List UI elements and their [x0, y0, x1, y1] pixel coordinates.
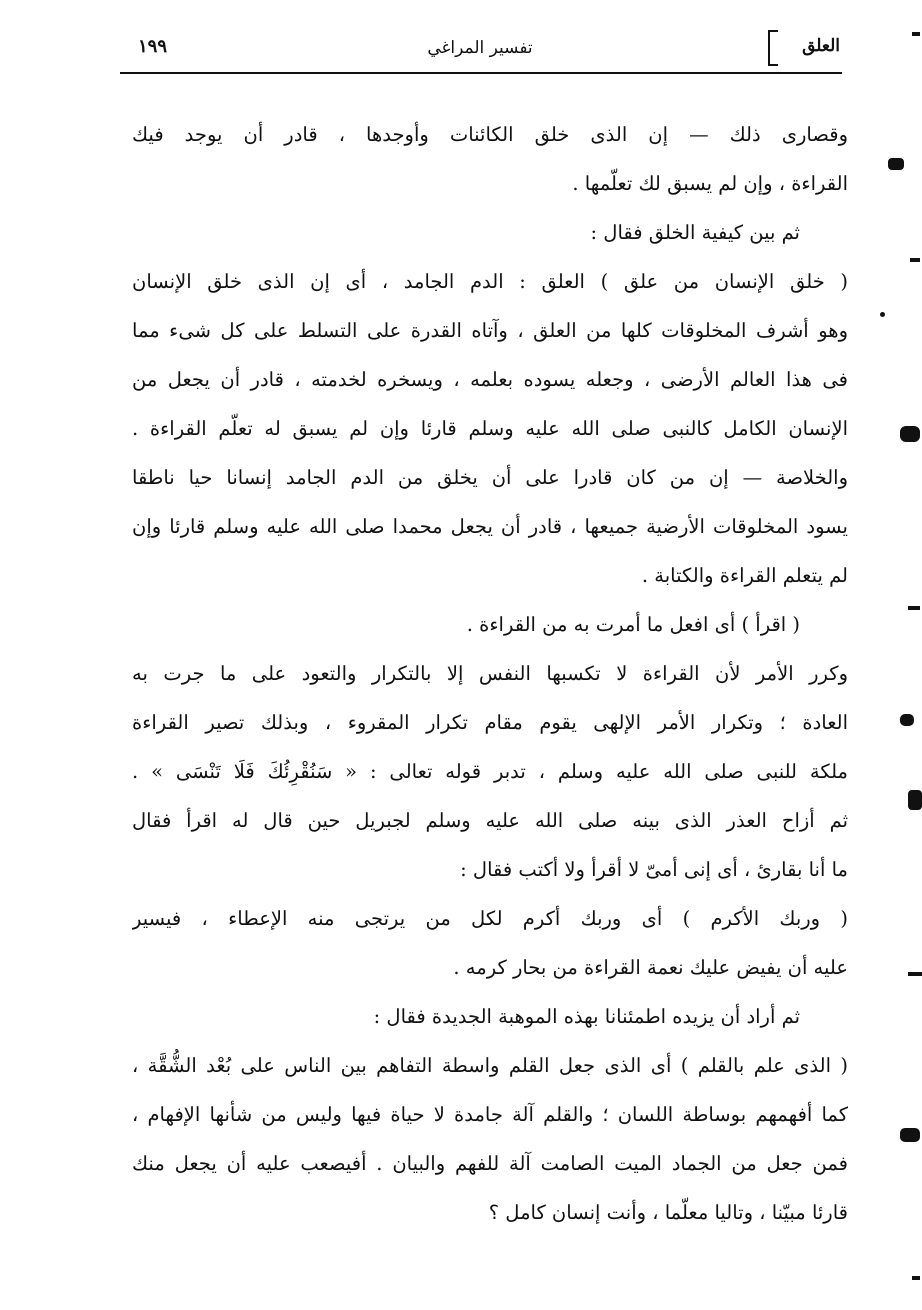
text-line: قارئا مبيّنا ، وتاليا معلّما ، وأنت إنسان كامل ؟: [488, 1201, 848, 1224]
text-line: ( الذى علم بالقلم ) أى الذى جعل القلم واسطة التفاهم بين الناس على بُعْد الشُّقَّة ،: [132, 1054, 848, 1077]
text-line: لم يتعلم القراءة والكتابة .: [641, 564, 848, 587]
text-line: وكرر الأمر لأن القراءة لا تكسبها النفس إلا بالتكرار والتعود على ما جرت به: [132, 662, 848, 685]
text-line: ثم أراد أن يزيده اطمئنانا بهذه الموهبة الجديدة فقال :: [373, 1005, 800, 1028]
text-line: وهو أشرف المخلوقات كلها من العلق ، وآتاه القدرة على التسلط على كل شىء مما: [132, 319, 848, 342]
scan-speck: [908, 606, 920, 610]
text-line: ( خلق الإنسان من علق ) العلق : الدم الجامد ، أى إن الذى خلق الإنسان: [132, 270, 848, 293]
scan-speck: [912, 32, 920, 36]
text-line: فمن جعل من الجماد الميت الصامت آلة للفهم والبيان . أفيصعب عليه أن يجعل منك: [132, 1152, 848, 1175]
text-line: عليه أن يفيض عليك نعمة القراءة من بحار كرمه .: [453, 956, 848, 979]
scan-speck: [908, 790, 922, 810]
text-line: العادة ؛ وتكرار الأمر الإلهى يقوم مقام تكرار المقروء ، وبذلك تصير القراءة: [132, 711, 848, 734]
scan-speck: [900, 714, 914, 726]
text-line: ( وربك الأكرم ) أى وربك أكرم لكل من يرتجى منه الإعطاء ، فيسير: [132, 907, 848, 930]
text-line: ثم أزاح العذر الذى بينه صلى الله عليه وسلم لجبريل حين قال له اقرأ فقال: [132, 809, 848, 832]
scan-speck: [908, 972, 922, 976]
text-line: يسود المخلوقات الأرضية جميعها ، قادر أن يجعل محمدا صلى الله عليه وسلم قارئا وإن: [132, 515, 848, 538]
surah-name: العلق: [802, 36, 840, 56]
text-line: وقصارى ذلك — إن الذى خلق الكائنات وأوجدها ، قادر أن يوجد فيك: [132, 123, 848, 146]
scan-speck: [910, 258, 920, 262]
book-title: تفسير المراغي: [427, 38, 533, 58]
text-line: ( اقرأ ) أى افعل ما أمرت به من القراءة .: [466, 613, 800, 636]
text-line: الإنسان الكامل كالنبى صلى الله عليه وسلم قارئا وإن لم يسبق له تعلّم القراءة .: [132, 417, 848, 440]
text-line: كما أفهمهم بوساطة اللسان ؛ والقلم آلة جامدة لا حياة فيها وليس من شأنها الإفهام ،: [132, 1103, 848, 1126]
text-line: ثم بين كيفية الخلق فقال :: [590, 221, 800, 244]
page-body: [132, 110, 848, 1237]
text-line: والخلاصة — إن من كان قادرا على أن يخلق من الدم الجامد إنسانا حيا ناطقا: [132, 466, 848, 489]
scan-speck: [888, 158, 904, 170]
scan-speck: [880, 312, 885, 317]
text-line: ما أنا بقارئ ، أى إنى أمىّ لا أقرأ ولا أكتب فقال :: [460, 858, 848, 881]
scan-speck: [900, 1128, 920, 1142]
page-header: [120, 30, 840, 70]
scan-speck: [900, 426, 920, 442]
header-divider: [120, 72, 842, 74]
text-line: ملكة للنبى صلى الله عليه وسلم ، تدبر قوله تعالى : « سَنُقْرِئُكَ فَلَا تَنْسَى » .: [132, 760, 848, 783]
text-line: فى هذا العالم الأرضى ، وجعله يسوده بعلمه ، ويسخره لخدمته ، قادر أن يجعل من: [132, 368, 848, 391]
header-bracket: [768, 30, 778, 66]
scan-speck: [912, 1276, 920, 1280]
page-number: ١٩٩: [138, 36, 168, 57]
text-line: القراءة ، وإن لم يسبق لك تعلّمها .: [572, 172, 848, 195]
